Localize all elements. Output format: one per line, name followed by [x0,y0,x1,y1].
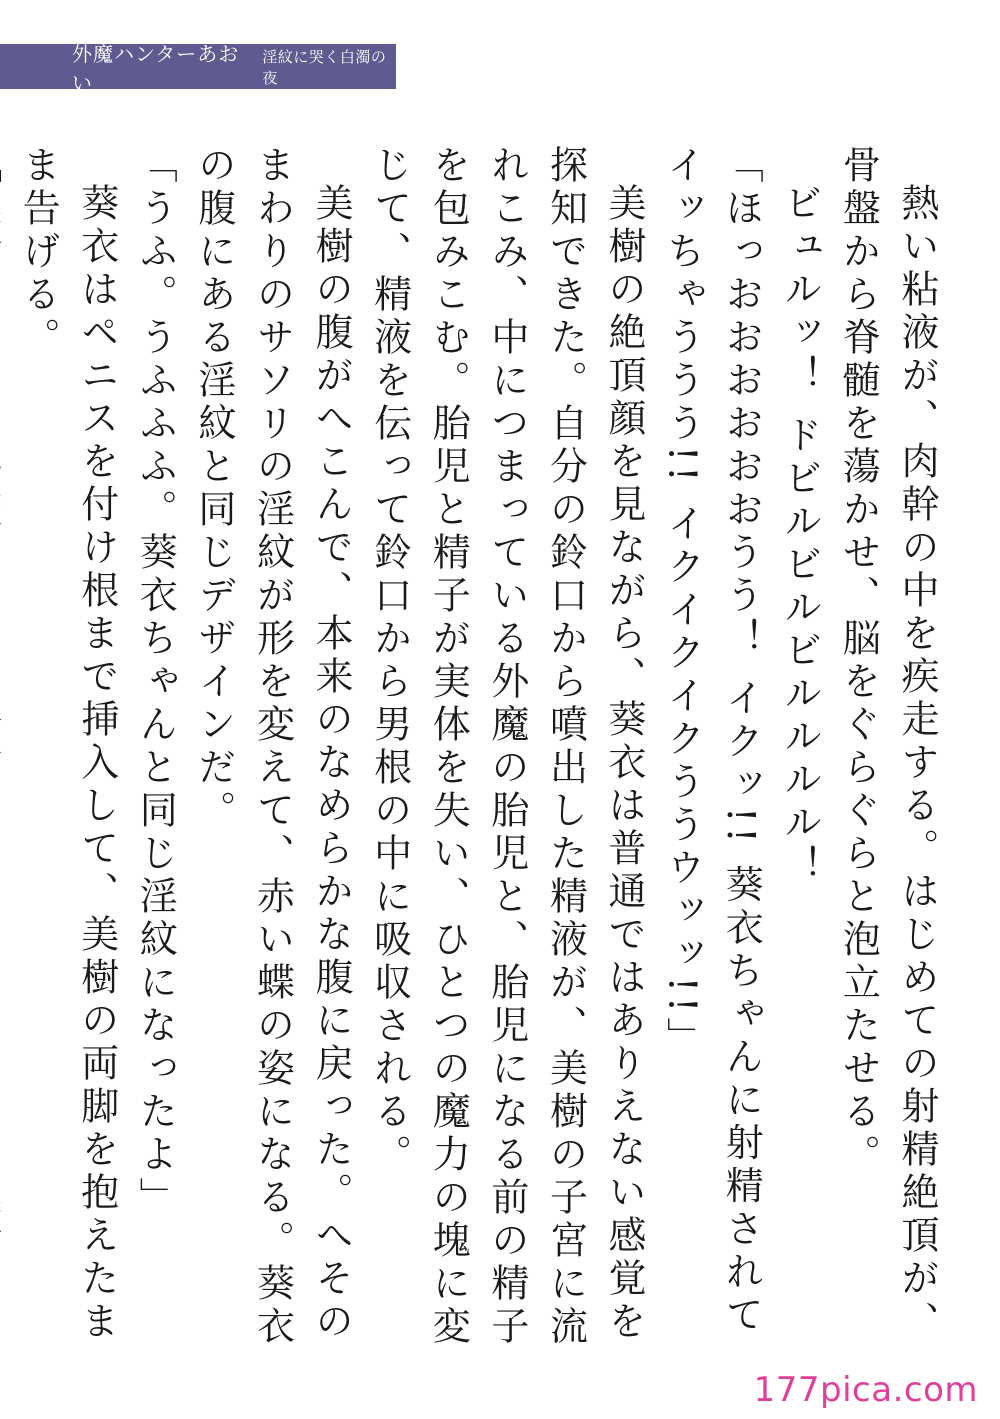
paragraph-7: 葵衣はペニスを付け根まで挿入して、美樹の両脚を抱えたまま告げる。 [16,145,119,1344]
paragraph-4: 美樹の絶頂顔を見ながら、葵衣は普通ではありえない感覚を探知できた。自分の鈴口から噴出した精液が、美樹の子宮に流れこみ、中につまっている外魔の胎児と、胎児になる前の精子を包みこむ。胎児と精子が実体を失い、ひとつの魔力の塊に変じて、精液を伝って鈴口から男根の中に吸収される。 [367,145,647,1349]
site-watermark: 177pica.com [753,1370,978,1410]
running-header [0,41,396,95]
chapter-title: 淫紋に哭く白濁の夜 [262,47,387,87]
paragraph-3: 「ほっおおおおおおうう！ イクッ!! 葵衣ちゃんに射精されてイッちゃううう!! イクイクイクううウッッ!!」 [660,145,764,1338]
paragraph-8 [0,145,9,1355]
paragraph-8-before-ruby [0,145,2,1349]
paragraph-5: 美樹の腹がへこんで、本来のなめらかな腹に戻った。へそのまわりのサソリの淫紋が形を変えて、赤い蝶の姿になる。葵衣の腹にある淫紋と同じデザインだ。 [191,145,354,1349]
series-title: 外魔ハンターあおい [72,41,240,95]
vertical-body-text [16,145,946,1355]
paragraph-2: ビュルッ！ ドビルビルビルルルル！ [777,183,822,889]
paragraph-1: 熱い粘液が、肉幹の中を疾走する。はじめての射精絶頂が、骨盤から脊髄を蕩かせ、脳をぐらぐらと泡立たせる。 [836,145,939,1344]
paragraph-6: 「うふ。うふふふ。葵衣ちゃんと同じ淫紋になったよ」 [133,145,178,1220]
